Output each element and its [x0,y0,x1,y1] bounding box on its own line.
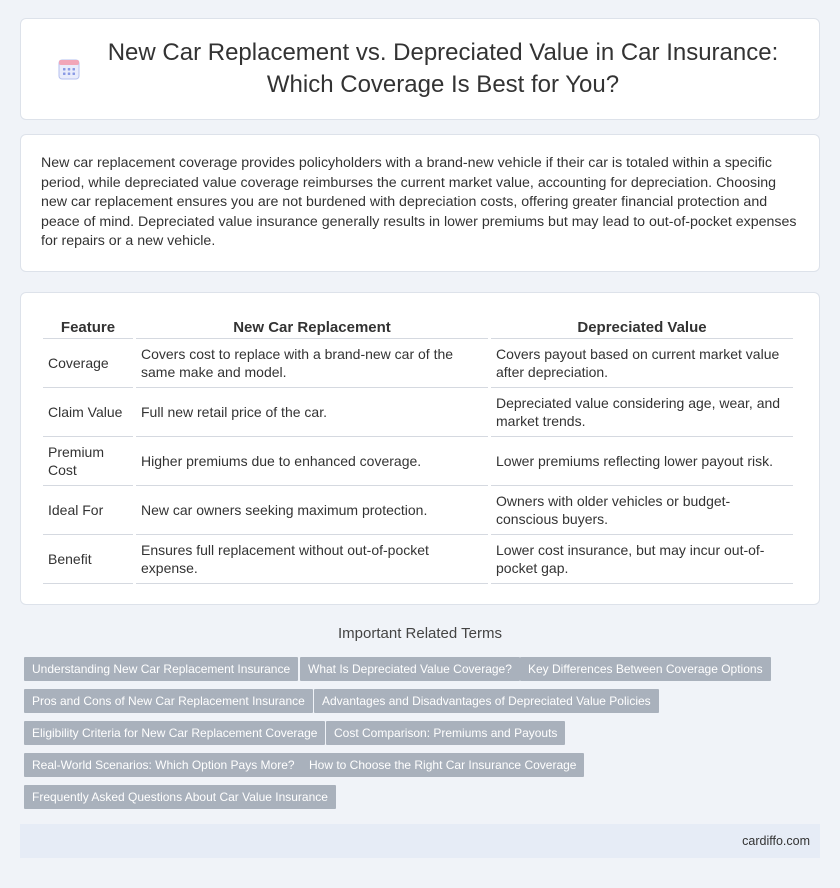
header-feature: Feature [43,313,133,339]
header-new-car-replacement: New Car Replacement [136,313,488,339]
related-term-tag[interactable]: Frequently Asked Questions About Car Value Insurance [24,785,336,809]
table-row [43,486,793,535]
new-car-cell: Ensures full replacement without out-of-pocket expense. [136,535,488,584]
new-car-cell: Covers cost to replace with a brand-new car of the same make and model. [136,339,488,388]
header-depreciated-value: Depreciated Value [491,313,793,339]
depreciated-cell: Lower cost insurance, but may incur out-of-pocket gap. [491,535,793,584]
related-term-tag[interactable]: Understanding New Car Replacement Insurance [24,657,298,681]
page-title: New Car Replacement vs. Depreciated Value in Car Insurance: Which Coverage Is Best for You? [107,39,779,98]
related-term-tag[interactable]: Advantages and Disadvantages of Depreciated Value Policies [314,689,659,713]
feature-cell: Benefit [43,535,133,584]
title-wrap [57,37,783,101]
depreciated-cell: Covers payout based on current market value after depreciation. [491,339,793,388]
comparison-table-card [20,292,820,605]
title-card [20,18,820,120]
related-terms-heading: Important Related Terms [338,625,502,642]
feature-cell: Claim Value [43,388,133,437]
depreciated-cell: Lower premiums reflecting lower payout risk. [491,437,793,486]
depreciated-cell: Owners with older vehicles or budget-conscious buyers. [491,486,793,535]
new-car-cell: Full new retail price of the car. [136,388,488,437]
related-term-tag[interactable]: Cost Comparison: Premiums and Payouts [326,721,565,745]
new-car-cell: Higher premiums due to enhanced coverage. [136,437,488,486]
feature-cell: Coverage [43,339,133,388]
related-term-tag[interactable]: Eligibility Criteria for New Car Replacement Coverage [24,721,325,745]
new-car-cell: New car owners seeking maximum protection. [136,486,488,535]
table-row [43,535,793,584]
related-term-tag[interactable]: How to Choose the Right Car Insurance Coverage [301,753,584,777]
depreciated-cell: Depreciated value considering age, wear, and market trends. [491,388,793,437]
calendar-icon [57,57,81,81]
table-row [43,437,793,486]
related-term-tag[interactable]: What Is Depreciated Value Coverage? [300,657,520,681]
intro-paragraph: New car replacement coverage provides policyholders with a brand-new vehicle if their car is totaled within a specific period, while depreciated value coverage reimburses the current market value, accounting for depreciation. Choosing new car replacement ensures you are not burdened with depreciation costs, offering greater financial protection and peace of mind. Depreciated value insurance generally results in lower premiums but may lead to out-of-pocket expenses for repairs or a new vehicle. [41,155,797,250]
related-term-tag[interactable]: Pros and Cons of New Car Replacement Insurance [24,689,313,713]
related-term-tag[interactable]: Key Differences Between Coverage Options [520,657,771,681]
related-term-tag[interactable]: Real-World Scenarios: Which Option Pays More? [24,753,303,777]
table-row [43,339,793,388]
footer-site-link[interactable]: cardiffo.com [742,834,810,848]
feature-cell: Ideal For [43,486,133,535]
footer [20,824,820,858]
intro-card [20,134,820,272]
table-header-row [43,313,793,339]
table-row [43,388,793,437]
feature-cell: Premium Cost [43,437,133,486]
comparison-table [40,313,796,584]
